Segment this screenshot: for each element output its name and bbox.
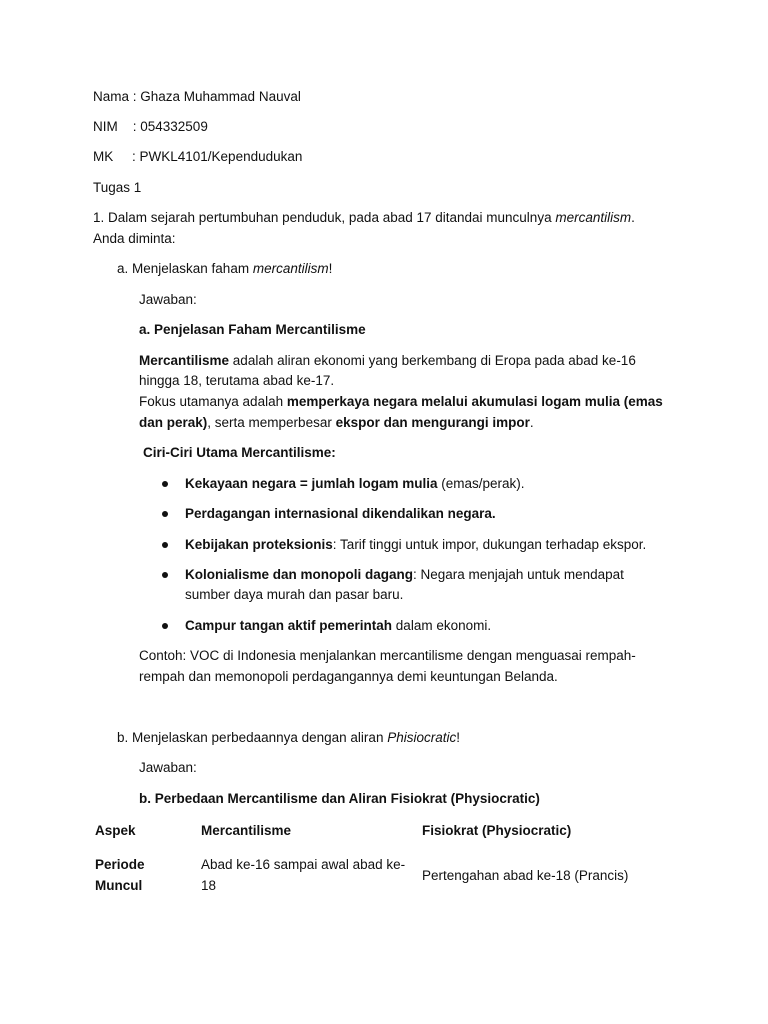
characteristic-title: Kolonialisme dan monopoli dagang [185, 567, 414, 582]
bullet-dot [162, 572, 168, 578]
bullet-dot [162, 511, 168, 517]
focus-intro: Fokus utamanya adalah [139, 394, 287, 409]
characteristic-item [185, 616, 491, 636]
question-1-suffix: . [631, 210, 635, 225]
part-a-heading: a. Penjelasan Faham Mercantilisme [139, 322, 366, 337]
example-line-1: Contoh: VOC di Indonesia menjalankan mercantilisme dengan menguasai rempah- [139, 648, 636, 663]
part-b-heading: b. Perbedaan Mercantilisme dan Aliran Fisiokrat (Physiocratic) [139, 791, 540, 806]
focus-line-2 [139, 413, 534, 433]
characteristic-desc-cont: sumber daya murah dan pasar baru. [185, 587, 404, 602]
part-b-answer-label: Jawaban: [139, 760, 197, 775]
characteristic-title: Kekayaan negara = jumlah logam mulia [185, 476, 438, 491]
focus-emphasis-cont: dan perak) [139, 415, 208, 430]
part-b-question-suffix: ! [456, 730, 460, 745]
part-a-answer-label: Jawaban: [139, 292, 197, 307]
student-name: Nama : Ghaza Muhammad Nauval [93, 89, 301, 104]
bullet-dot [162, 623, 168, 629]
focus-connector: , serta memperbesar [207, 415, 336, 430]
focus-line-1 [139, 392, 663, 412]
part-b-question-text: b. Menjelaskan perbedaannya dengan aliran [117, 730, 388, 745]
table-cell-aspek: Periode [95, 857, 145, 872]
characteristic-desc: (emas/perak). [437, 476, 525, 491]
course-code: MK : PWKL4101/Kependudukan [93, 149, 303, 164]
characteristic-item [185, 535, 646, 555]
table-cell-fisiokrat: Pertengahan abad ke-18 (Prancis) [422, 868, 629, 883]
characteristic-item [185, 565, 624, 585]
table-header-aspek: Aspek [95, 823, 136, 838]
table-header-mercantilisme: Mercantilisme [201, 823, 292, 838]
definition-term: Mercantilisme [139, 353, 230, 368]
characteristic-desc: dalam ekonomi. [392, 618, 492, 633]
question-1-text: 1. Dalam sejarah pertumbuhan penduduk, pada abad 17 ditandai munculnya [93, 210, 556, 225]
part-a-question-term: mercantilism [252, 261, 329, 276]
bullet-dot [162, 481, 168, 487]
part-a-question-suffix: ! [328, 261, 333, 276]
characteristic-desc: : Tarif tinggi untuk impor, dukungan terhadap ekspor. [332, 537, 647, 552]
table-cell-aspek-cont: Muncul [95, 878, 143, 893]
characteristic-title: Kebijakan proteksionis [185, 537, 333, 552]
characteristics-heading: Ciri-Ciri Utama Mercantilisme: [143, 445, 336, 460]
characteristic-desc: : Negara menjajah untuk mendapat [413, 567, 624, 582]
table-header-fisiokrat: Fisiokrat (Physiocratic) [422, 823, 572, 838]
focus-trade: ekspor dan mengurangi impor [335, 415, 530, 430]
characteristic-item [185, 504, 496, 524]
definition-line-1 [139, 351, 636, 371]
bullet-dot [162, 542, 168, 548]
question-1 [93, 208, 635, 228]
characteristic-title: Perdagangan internasional dikendalikan negara. [185, 506, 496, 521]
table-cell-mercantilisme-cont: 18 [201, 878, 217, 893]
question-1-term: mercantilism [555, 210, 632, 225]
part-b-question-term: Phisiocratic [387, 730, 457, 745]
assignment-title: Tugas 1 [93, 180, 142, 195]
definition-text: adalah aliran ekonomi yang berkembang di Eropa pada abad ke-16 [229, 353, 636, 368]
characteristic-item [185, 474, 525, 494]
question-1-instruction: Anda diminta: [93, 231, 176, 246]
part-a-question-text: a. Menjelaskan faham [117, 261, 253, 276]
definition-line-2: hingga 18, terutama abad ke-17. [139, 373, 335, 388]
part-a-question [117, 259, 332, 279]
part-b-question [117, 728, 460, 748]
characteristic-title: Campur tangan aktif pemerintah [185, 618, 393, 633]
focus-emphasis: memperkaya negara melalui akumulasi logam mulia (emas [286, 394, 663, 409]
example-line-2: rempah dan memonopoli perdagangannya demi keuntungan Belanda. [139, 669, 558, 684]
focus-end: . [529, 415, 534, 430]
table-cell-mercantilisme: Abad ke-16 sampai awal abad ke- [201, 857, 406, 872]
student-nim: NIM : 054332509 [93, 119, 208, 134]
